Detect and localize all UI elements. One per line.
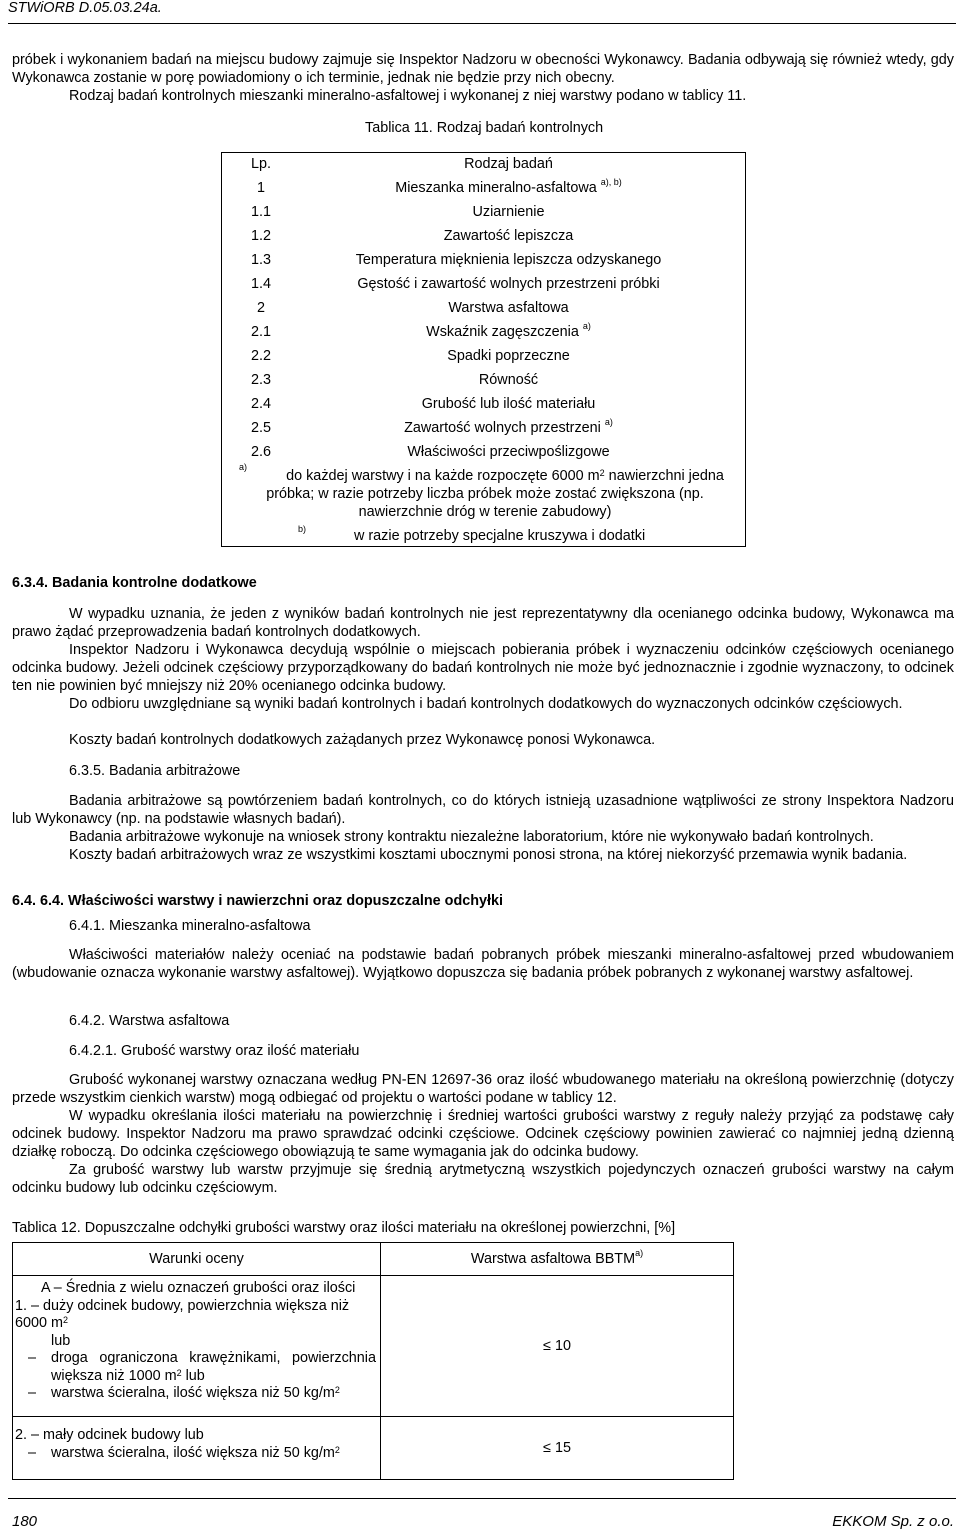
table11-col-lp: Lp. (250, 156, 271, 172)
a-lub: lub (51, 1332, 71, 1349)
b-item-2-body (51, 1445, 340, 1463)
row-lp: 1.2 (250, 228, 271, 244)
row-sup: a), b) (600, 177, 622, 187)
footer-rule (8, 1498, 956, 1499)
row-lp: 1.4 (250, 276, 271, 292)
row-type: Warstwa asfaltowa (448, 300, 569, 316)
a-item-2-body (51, 1350, 380, 1385)
a-item-2-text: droga ograniczona krawężnikami, powierzchnia większa niż 1000 m (51, 1350, 376, 1384)
row-type: Gęstość i zawartość wolnych przestrzeni próbki (357, 276, 660, 292)
col-layer-sup: a) (635, 1248, 644, 1258)
a-item-3-sup: 2 (334, 1385, 340, 1395)
table-row (221, 296, 746, 320)
a-item-3-body (51, 1385, 340, 1403)
row-type: Grubość lub ilość materiału (421, 396, 596, 412)
row-lp: 2 (256, 300, 265, 316)
a-item-3-text: warstwa ścieralna, ilość większa niż 50 kg/m (51, 1385, 335, 1401)
table11-note-b: w razie potrzeby specjalne kruszywa i dodatki (354, 528, 646, 544)
table-row (221, 320, 746, 344)
row-type (301, 416, 746, 440)
b-item-2-text: warstwa ścieralna, ilość większa niż 50 kg/m (51, 1444, 335, 1461)
table-row (221, 272, 746, 296)
note-a-text-2: nawierzchni jedna próbka; w razie potrzeby liczba próbek może zostać zwiększona (np. nawierzchnie dróg w terenie zabudowy) (266, 468, 724, 520)
table12-conditions-b (13, 1417, 381, 1480)
heading-text: 6.3.4. Badania kontrolne dodatkowe (12, 575, 257, 591)
row-type: Równość (478, 372, 539, 388)
row-text: Wskaźnik zagęszczenia (426, 324, 579, 340)
table12-caption: Tablica 12. Dopuszczalne odchyłki grubości warstwy oraz ilości materiału na określonej powierzchni, [%] (12, 1220, 676, 1236)
document-code: STWiORB D.05.03.24a. (8, 0, 162, 16)
row-lp: 1.1 (250, 204, 271, 220)
section-6-4-2-1-heading: 6.4.2.1. Grubość warstwy oraz ilość materiału (69, 1043, 360, 1059)
row-lp: 2.5 (250, 420, 271, 436)
table-row (221, 440, 746, 464)
a-item-2-sup: 2 (176, 1367, 182, 1378)
b-item-2-sup: 2 (334, 1444, 340, 1455)
s634-paragraph-3: Do odbioru uwzględniane są wyniki badań kontrolnych i badań kontrolnych dodatkowych do wyznaczonych odcinków częściowych. (69, 696, 903, 712)
section-6-4-heading: 6.4. 6.4. Właściwości warstwy i nawierzchni oraz dopuszczalne odchyłki (12, 893, 504, 909)
s635-paragraph-2: Badania arbitrażowe wykonuje na wniosek strony kontraktu niezależne laboratorium, które nie wykonywało badań kontrolnych. (69, 829, 874, 845)
section-6-3-4-heading (12, 575, 257, 591)
row-lp: 2.6 (250, 444, 271, 460)
row-type: Spadki poprzeczne (447, 348, 570, 364)
table12-col-conditions: Warunki oceny (13, 1243, 381, 1276)
s634-paragraph-1: W wypadku uznania, że jeden z wyników badań kontrolnych nie jest reprezentatywny dla ocenianego odcinka budowy, Wykonawca ma prawo żądać przeprowadzenia badań kontrolnych dodatkowych. (12, 606, 954, 640)
col-layer-text: Warstwa asfaltowa BBTM (470, 1251, 636, 1267)
row-sup: a) (604, 417, 613, 427)
row-type: Zawartość lepiszcza (443, 228, 574, 244)
row-lp: 1.3 (250, 252, 271, 268)
table-row (221, 392, 746, 416)
row-text: Zawartość wolnych przestrzeni (404, 420, 601, 436)
a-title: A – Średnia z wielu oznaczeń grubości oraz ilości (41, 1280, 356, 1296)
s635-paragraph-3: Koszty badań arbitrażowych wraz ze wszystkimi kosztami ubocznymi ponosi strona, na której niekorzyść przemawia wynik badania. (69, 847, 908, 863)
table-row (13, 1417, 734, 1480)
header-rule (8, 23, 956, 24)
section-6-3-5-heading: 6.3.5. Badania arbitrażowe (69, 763, 241, 779)
row-lp: 2.1 (250, 324, 271, 340)
row-lp: 1 (256, 180, 265, 196)
dash-icon: – (27, 1385, 36, 1401)
table-row (221, 248, 746, 272)
intro-paragraph-2: Rodzaj badań kontrolnych mieszanki mineralno-asfaltowej i wykonanej z niej warstwy podano w tablicy 11. (69, 88, 747, 104)
a-item-3 (13, 1385, 380, 1403)
intro-paragraph-1: próbek i wykonaniem badań na miejscu budowy zajmuje się Inspektor Nadzoru w obecności Wykonawcy. Badania odbywają się również wtedy, gdy Wykonawca zostanie w porę powiadomiony o ich terminie, jednak nie będzie przy nich obecny. (12, 52, 954, 86)
section-6-4-2-heading: 6.4.2. Warstwa asfaltowa (69, 1013, 230, 1029)
b-item-2 (13, 1445, 380, 1463)
s6421-paragraph-2: W wypadku określania ilości materiału na powierzchnię i średniej wartości grubości warstwy z reguły należy przyjąć za podstawę cały odcinek budowy. Inspektor Nadzoru ma prawo sprawdzać odcinki częściowe. Odcinek częściowy powinien zawierać co najmniej jedną dzienną działkę roboczą. Do odcinka częściowego obowiązują te same wymagania jak do odcinka budowy. (12, 1108, 954, 1160)
a-item-1 (13, 1298, 380, 1333)
table11-note-a-mark: a) (239, 462, 248, 472)
table11-note-b-mark: b) (298, 524, 307, 534)
row-type (301, 320, 746, 344)
table12-value-a: ≤ 10 (381, 1276, 734, 1417)
note-a-sup: 2 (599, 468, 605, 478)
row-lp: 2.4 (250, 396, 271, 412)
a-item-1-sup: 2 (63, 1315, 69, 1325)
table-row (221, 200, 746, 224)
table-row (13, 1276, 734, 1417)
table-row (221, 224, 746, 248)
section-6-4-1-heading: 6.4.1. Mieszanka mineralno-asfaltowa (69, 918, 311, 934)
row-type: Uziarnienie (472, 204, 545, 220)
a-item-2 (13, 1350, 380, 1385)
s634-paragraph-4: Koszty badań kontrolnych dodatkowych zażądanych przez Wykonawcę ponosi Wykonawca. (69, 732, 656, 748)
page-number: 180 (12, 1513, 38, 1530)
dash-icon: – (27, 1350, 36, 1366)
table11-header-row (221, 152, 746, 176)
table12-conditions-a (13, 1276, 381, 1417)
row-sup: a) (582, 321, 591, 331)
a-item-1-text: 1. – duży odcinek budowy, powierzchnia większa niż 6000 m (15, 1297, 350, 1331)
company-name: EKKOM Sp. z o.o. (832, 1513, 954, 1530)
table12-header-row (13, 1243, 734, 1276)
row-lp: 2.2 (250, 348, 271, 364)
table-row (221, 344, 746, 368)
table12 (12, 1242, 734, 1480)
s6421-paragraph-3: Za grubość warstwy lub warstw przyjmuje się średnią arytmetyczną wszystkich pojedynczych oznaczeń grubości warstwy na całym odcinku budowy lub odcinku częściowym. (12, 1162, 954, 1196)
row-type: Temperatura mięknienia lepiszcza odzyskanego (355, 252, 662, 268)
s635-paragraph-1: Badania arbitrażowe są powtórzeniem badań kontrolnych, co do których istnieją uzasadnione wątpliwości ze strony Inspektora Nadzoru lub Wykonawcy (np. na podstawie własnych badań). (12, 793, 954, 827)
row-text: Mieszanka mineralno-asfaltowa (395, 180, 597, 196)
note-a-text-1: do każdej warstwy i na każde rozpoczęte 6000 m (286, 468, 600, 484)
a-item-2-end: lub (181, 1367, 205, 1384)
row-type (301, 176, 746, 200)
table-row (221, 416, 746, 440)
table11-col-type: Rodzaj badań (464, 156, 553, 172)
table12-value-b: ≤ 15 (381, 1417, 734, 1480)
table11-note-a (232, 467, 738, 521)
s634-paragraph-2: Inspektor Nadzoru i Wykonawca decydują wspólnie o miejscach pobierania próbek i wyznaczeniu odcinków częściowych ocenianego odcinka budowy. Jeżeli odcinek częściowy przyporządkowany do badań kontrolnych nie może być jednoznacznie i zgodnie wyznaczony, to odcinek ten nie powinien być mniejszy niż 20% ocenianego odcinka budowy. (12, 642, 954, 694)
s6421-paragraph-1: Grubość wykonanej warstwy oznaczana według PN-EN 12697-36 oraz ilość wbudowanego materiału na określoną powierzchnię (dotyczy przede wszystkim cienkich warstw) mogą odbiegać od projektu o wartości podane w tablicy 12. (12, 1072, 954, 1106)
b-item-1: 2. – mały odcinek budowy lub (15, 1427, 204, 1443)
table11-caption: Tablica 11. Rodzaj badań kontrolnych (365, 120, 604, 136)
table-row (221, 176, 746, 200)
table11 (221, 152, 746, 464)
s641-paragraph: Właściwości materiałów należy oceniać na podstawie badań pobranych próbek mieszanki mineralno-asfaltowej przed wbudowaniem (wbudowanie oznacza wykonanie warstwy asfaltowej). Wyjątkowo dopuszcza się badania próbek pobranych z wykonanej warstwy asfaltowej. (12, 947, 954, 981)
table-row (221, 368, 746, 392)
row-lp: 2.3 (250, 372, 271, 388)
row-type: Właściwości przeciwpoślizgowe (407, 444, 610, 460)
table12-col-layer (381, 1243, 734, 1276)
dash-icon: – (27, 1444, 36, 1461)
